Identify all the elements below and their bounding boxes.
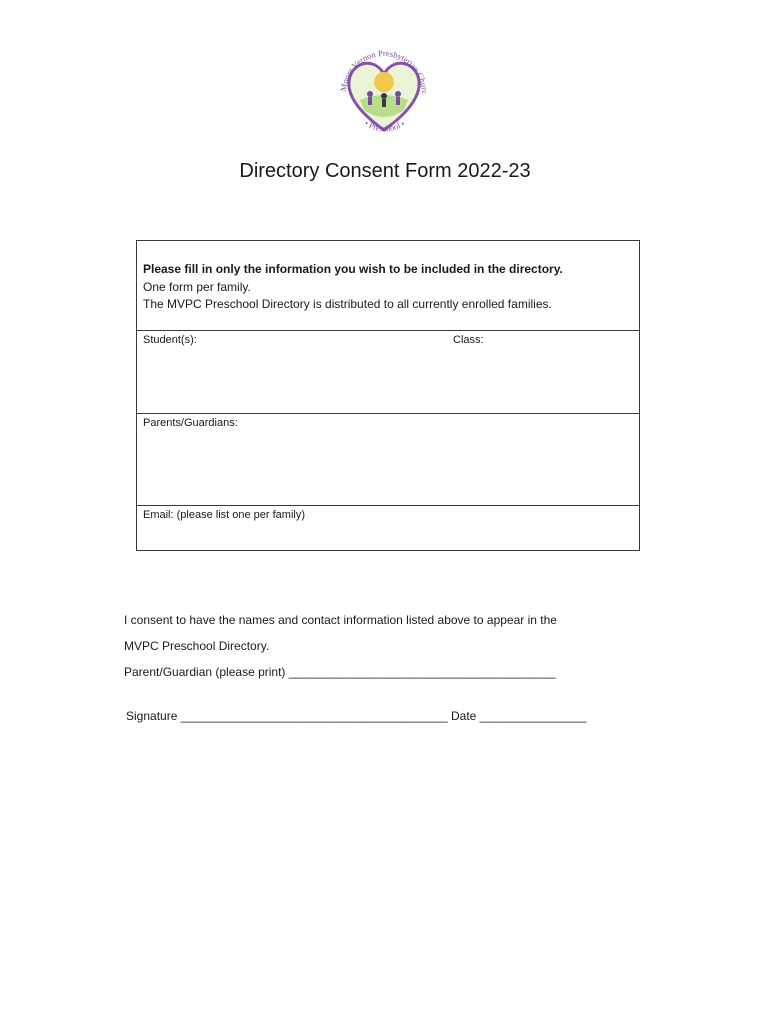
email-row[interactable] <box>137 505 639 551</box>
logo-text-bottom: • Preschool • <box>362 117 407 134</box>
consent-line-2: MVPC Preschool Directory. <box>124 639 270 653</box>
consent-line-1: I consent to have the names and contact information listed above to appear in the <box>124 613 557 627</box>
preschool-logo <box>330 34 438 142</box>
instructions-block <box>143 261 563 314</box>
instructions-line-1: Please fill in only the information you wish to be included in the directory. <box>143 262 563 276</box>
instructions-line-2: One form per family. <box>143 279 251 294</box>
signature-date-field[interactable]: Signature ________________________________________ Date ________________ <box>126 709 587 723</box>
students-label: Student(s): <box>143 334 197 346</box>
instructions-line-3: The MVPC Preschool Directory is distributed to all currently enrolled families. <box>143 297 552 311</box>
students-row[interactable] <box>137 330 639 414</box>
email-label: Email: (please list one per family) <box>143 509 306 521</box>
class-label: Class: <box>453 334 484 346</box>
instructions-row <box>137 241 639 330</box>
logo-text-top: Mount Vernon Presbyterian Churc <box>337 47 431 95</box>
page-title: Directory Consent Form 2022-23 <box>239 160 531 182</box>
directory-form-table <box>136 240 640 551</box>
heart-logo-icon <box>330 34 438 142</box>
parents-label: Parents/Guardians: <box>143 417 238 429</box>
parents-row[interactable] <box>137 413 639 506</box>
parent-print-field[interactable]: Parent/Guardian (please print) ________________________________________ <box>124 665 556 679</box>
